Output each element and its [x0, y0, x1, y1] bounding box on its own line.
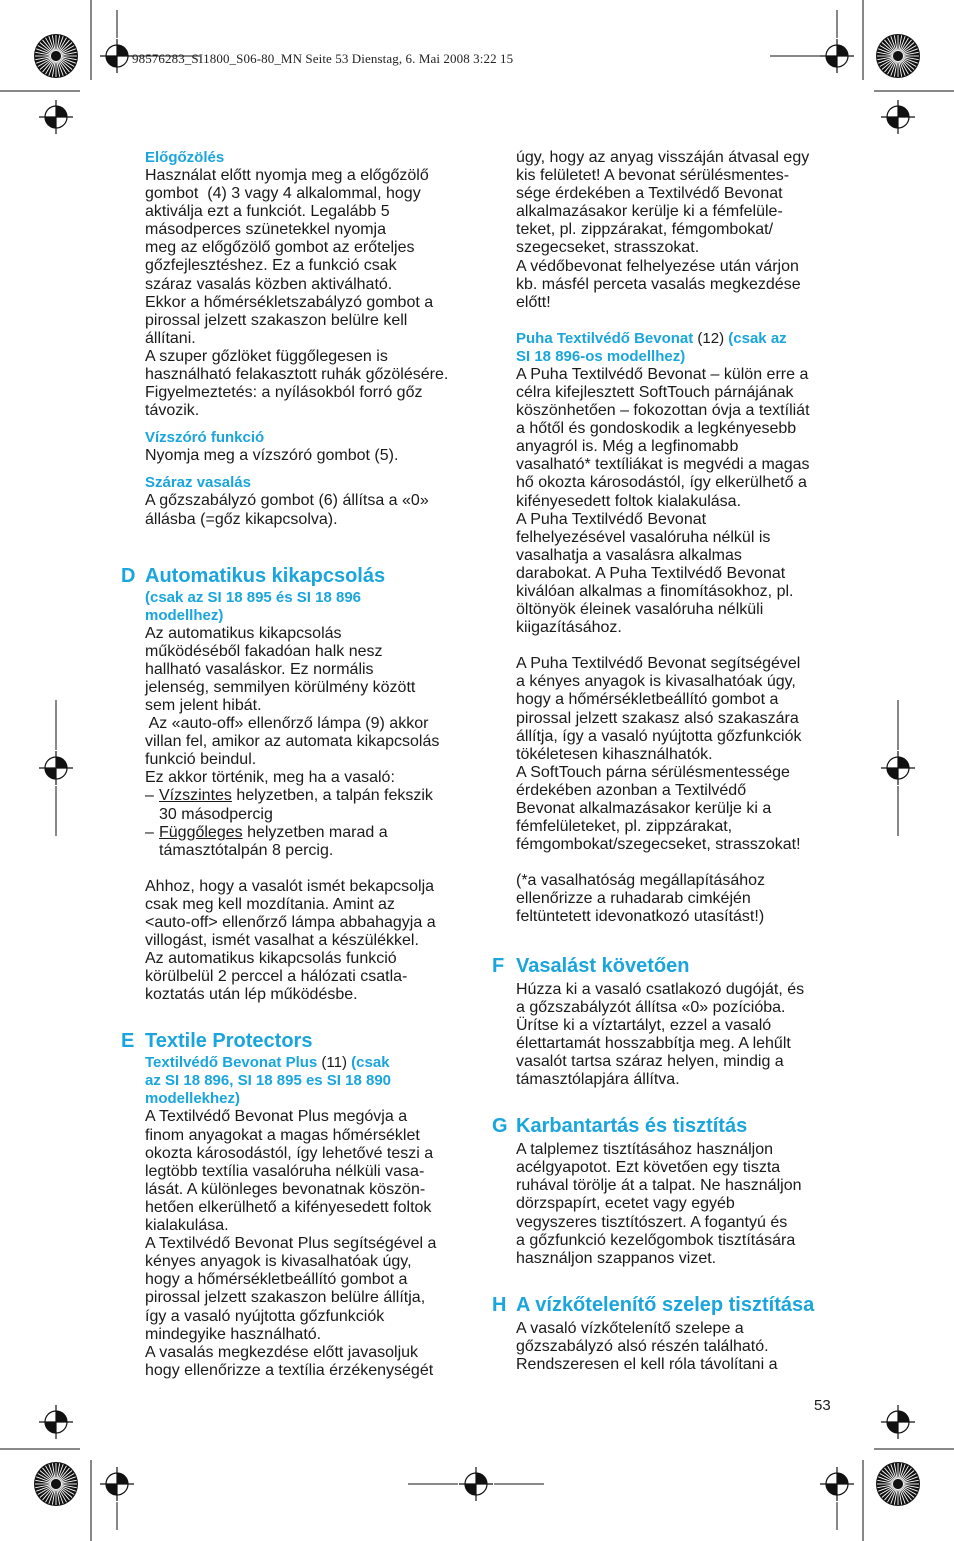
text-line: működéséből fakadóan halk nesz	[145, 642, 383, 660]
subheading-szaraz: Száraz vasalás	[145, 474, 251, 492]
text-line: legtöbb textília vasalóruha nélküli vasa-	[145, 1162, 425, 1180]
registration-mark-icon	[820, 1467, 854, 1501]
section-letter: E	[121, 1030, 135, 1053]
text-line: öltönyök éleinek vasalóruha nélküli	[516, 601, 764, 619]
registration-mark-icon	[100, 39, 134, 73]
section-h-heading	[492, 1293, 838, 1316]
text-line: pirossal jelzett szakaszon belülre állítja,	[145, 1289, 426, 1307]
text-line: Használat előtt nyomja meg a előgőzölő	[145, 167, 429, 184]
text-line: (*a vasalhatóság megállapításához	[516, 872, 766, 890]
text-line: kialakulása.	[145, 1217, 229, 1235]
text-line: acélgyapotot. Ezt követően egy tiszta	[516, 1159, 781, 1177]
registration-mark-icon	[459, 1467, 493, 1501]
section-letter: F	[492, 954, 505, 977]
text-line: hogy a hőmérsékletbeállító gombot a	[516, 691, 779, 709]
text-line: élettartamát hosszabbítja meg. A lehűlt	[516, 1034, 791, 1052]
text-line: vegyszeres tisztítószert. A fogantyú és	[516, 1213, 788, 1231]
text-line: kifényesedett foltok kialakulása.	[516, 492, 742, 510]
text-line: darabokat. A Puha Textilvédő Bevonat	[516, 564, 786, 582]
text-line: másodperces szünetekkel nyomja	[145, 221, 387, 239]
section-title: A vízkőtelenítő szelep tisztítása	[516, 1293, 815, 1316]
text-line: A Puha Textilvédő Bevonat	[516, 510, 707, 528]
text-line: körülbelül 2 perccel a hálózati csatla-	[145, 968, 408, 986]
text-line: A szuper gőzlöket függőlegesen is	[145, 347, 388, 365]
text-line: támasztólapjára állítva.	[516, 1071, 680, 1089]
text-line: kis felületet! A bevonat sérülésmentes-	[516, 167, 790, 185]
text-line: jelenség, semmilyen körülmény között	[145, 678, 416, 696]
text-line: kényes anyagok is kivasalhatóak úgy,	[145, 1253, 412, 1271]
text-line: száraz vasalás közben aktiválható.	[145, 275, 393, 293]
color-wheel-icon	[876, 34, 920, 78]
text-line: a gőzszabályzót állítsa «0» pozícióba.	[516, 998, 786, 1016]
text-line: fémfelületeket, pl. zippzárakat,	[516, 818, 733, 836]
elogozoles-text	[145, 167, 470, 420]
szaraz-text	[145, 492, 470, 528]
text-line: kiigazításához.	[516, 619, 622, 637]
right-column	[492, 149, 838, 1374]
text-line: aktiválja ezt a funkciót. Legalább 5	[145, 203, 390, 221]
section-f-text	[516, 981, 838, 1090]
text-line: köszönhetően – fokozottan óvja a textíliát	[516, 402, 810, 420]
text-line: villogást, ismét vasalhat a készülékkel.	[145, 932, 419, 950]
section-title: Vasalást követően	[516, 954, 690, 977]
text-line: funkció beindul.	[145, 751, 257, 769]
text-line: okozta károsodástól, így lehetővé teszi a	[145, 1144, 434, 1162]
text-line: vasalható* textíliákat is megvédi a magas	[516, 456, 810, 474]
section-letter: G	[492, 1115, 508, 1138]
section-letter: H	[492, 1293, 507, 1316]
text-line: A vasalás megkezdése előtt javasoljuk	[145, 1343, 419, 1361]
text-line: Az «auto-off» ellenőrző lámpa (9) akkor	[145, 715, 429, 733]
page-number: 53	[814, 1397, 831, 1414]
section-title: Textile Protectors	[145, 1030, 313, 1053]
text-line: vasalhatja a vasalásra alkalmas	[516, 546, 742, 564]
text-line: sége érdekében a Textilvédő Bevonat	[516, 185, 783, 203]
text-line: szegecseket, strasszokat.	[516, 239, 700, 257]
text-line: feltüntetett idevonatkozó utasítást!)	[516, 908, 765, 926]
vizszoro-text	[145, 447, 470, 465]
text-line: lását. A különleges bevonatnak köszön-	[145, 1180, 426, 1198]
text-line: pirossal jelzett szakaszon belülre kell	[145, 311, 408, 329]
puha-text	[516, 366, 838, 637]
text-line: (csak az SI 18 895 és SI 18 896	[145, 588, 361, 606]
text-line: A gőzszabályzó gombot (6) állítsa a «0»	[145, 492, 429, 510]
text-line: érdekében azonban a Textilvédő	[516, 781, 747, 799]
text-line: dörzspapírt, ecetet vagy egyéb	[516, 1195, 735, 1213]
puha-footnote	[516, 872, 838, 926]
text-line: állítja, így a vasaló nyújtotta gőzfunkciók	[516, 727, 802, 745]
section-f-heading	[492, 954, 838, 977]
section-d-heading	[121, 564, 470, 587]
text-line: hogy ellenőrizze a textília érzékenységét	[145, 1361, 434, 1379]
text-line: Figyelmeztetés: a nyílásokból forró gőz	[145, 384, 423, 402]
text-line: teket, pl. zippzárakat, fémgombokat/	[516, 221, 774, 239]
text-line: Húzza ki a vasaló csatlakozó dugóját, és	[516, 980, 805, 998]
section-title: Karbantartás és tisztítás	[516, 1115, 748, 1138]
color-wheel-icon	[34, 34, 78, 78]
text-line: Rendszeresen el kell róla távolítani a	[516, 1355, 778, 1373]
text-line: mindegyike használható.	[145, 1325, 322, 1343]
text-line: meg az előgőzölő gombot az erőteljes	[145, 239, 415, 257]
section-g-text	[516, 1141, 838, 1268]
text-line: Nyomja meg a vízszóró gombot (5).	[145, 447, 399, 465]
text-line: A vasaló vízkőtelenítő szelepe a	[516, 1319, 744, 1337]
print-header: 98576283_SI1800_S06-80_MN Seite 53 Dienstag, 6. Mai 2008 3:22 15	[132, 51, 514, 66]
registration-mark-icon	[881, 751, 915, 785]
text-line: A Puha Textilvédő Bevonat segítségével	[516, 655, 801, 673]
text-line: tökéletesen kihasználhatók.	[516, 745, 713, 763]
text-line: gombot (4) 3 vagy 4 alkalommal, hogy	[145, 185, 421, 203]
text-line: Az automatikus kikapcsolás	[145, 624, 342, 642]
section-letter: D	[121, 564, 136, 587]
text-line: használjon szappanos vizet.	[516, 1249, 717, 1267]
subheading-vizszoro: Vízszóró funkció	[145, 429, 265, 447]
text-line: állásba (=gőz kikapcsolva).	[145, 510, 338, 528]
text-line: így a vasaló nyújtotta gőzfunkciók	[145, 1307, 385, 1325]
text-line: távozik.	[145, 402, 200, 420]
text-line: csak meg kell mozdítania. Amint az	[145, 895, 395, 913]
text-line: felhelyezésével vasalóruha nélkül is	[516, 528, 771, 546]
text-line: A Puha Textilvédő Bevonat – külön erre a	[516, 365, 809, 383]
text-line: A Textilvédő Bevonat Plus segítségével a	[145, 1235, 437, 1253]
puha-text-2	[516, 655, 838, 854]
text-line: A védőbevonat felhelyezése után várjon	[516, 257, 799, 275]
text-line: hallható vasaláskor. Ez normális	[145, 660, 374, 678]
text-line: Ürítse ki a víztartályt, ezzel a vasaló	[516, 1016, 772, 1034]
subheading-puha: Puha Textilvédő Bevonat (12) (csak az SI 18 896-os modellhez)	[516, 329, 787, 365]
text-line: ruhával törölje át a talpat. Ne használjon	[516, 1177, 802, 1195]
registration-mark-icon	[881, 1405, 915, 1439]
text-line: Az automatikus kikapcsolás funkció	[145, 950, 397, 968]
text-line: a hőtől és gondoskodik a legkényesebb	[516, 420, 797, 438]
text-line: fémgombokat/szegecseket, strasszokat!	[516, 836, 801, 854]
registration-mark-icon	[39, 1405, 73, 1439]
text-line: kiválóan alkalmas a finomításokhoz, pl.	[516, 582, 794, 600]
section-e-text	[145, 1108, 470, 1379]
list-item: – Függőleges helyzetben marad a támasztótalpán 8 percig.	[145, 824, 470, 860]
text-line: célra kifejlesztett SoftTouch párnájának	[516, 383, 794, 401]
text-line: gőzszabályzó alsó részén található.	[516, 1337, 769, 1355]
text-line: állítani.	[145, 329, 196, 347]
text-line: gőzfejlesztéshez. Ez a funkció csak	[145, 257, 397, 275]
section-d-text	[145, 625, 470, 788]
text-line: hetően elkerülhető a kifényesedett foltok	[145, 1198, 432, 1216]
text-line: A SoftTouch párna sérülésmentessége	[516, 763, 790, 781]
text-line: úgy, hogy az anyag visszáján átvasal egy	[516, 149, 810, 166]
text-line: hogy a hőmérsékletbeállító gombot a	[145, 1271, 408, 1289]
continued-text	[516, 149, 838, 312]
registration-mark-icon	[39, 100, 73, 134]
text-line: hő okozta károsodástól, így elkerülhető a	[516, 474, 807, 492]
section-d-sub	[145, 589, 470, 625]
subheading-elogozoles: Előgőzölés	[145, 149, 225, 166]
registration-mark-icon	[820, 39, 854, 73]
text-line: sem jelent hibát.	[145, 696, 262, 714]
text-line: finom anyagokat a magas hőmérséklet	[145, 1126, 420, 1144]
text-line: Ahhoz, hogy a vasalót ismét bekapcsolja	[145, 877, 435, 895]
text-line: kb. másfél perceta vasalás megkezdése	[516, 275, 801, 293]
text-line: ellenőrizze a ruhadarab cimkéjén	[516, 890, 751, 908]
section-title: Automatikus kikapcsolás	[145, 564, 386, 587]
section-e-sub: Textilvédő Bevonat Plus (11) (csak az SI 18 896, SI 18 895 es SI 18 890 modellekhez)	[145, 1054, 392, 1108]
color-wheel-icon	[876, 1462, 920, 1506]
color-wheel-icon	[34, 1462, 78, 1506]
registration-mark-icon	[39, 751, 73, 785]
text-line: Ez akkor történik, meg ha a vasaló:	[145, 769, 395, 787]
text-line: a kényes anyagok is kivasalhatóak úgy,	[516, 673, 796, 691]
text-line: modellhez)	[145, 606, 224, 624]
section-h-text	[516, 1320, 838, 1374]
text-line: alkalmazásakor kerülje ki a fémfelüle-	[516, 203, 783, 221]
text-line: pirossal jelzett szakasz alsó szakaszára	[516, 709, 799, 727]
text-line: A talplemez tisztításához használjon	[516, 1141, 774, 1159]
text-line: A Textilvédő Bevonat Plus megóvja a	[145, 1108, 408, 1126]
text-line: Ekkor a hőmérsékletszabályzó gombot a	[145, 293, 434, 311]
text-line: Bevonat alkalmazásakor kerülje ki a	[516, 800, 772, 817]
left-column	[121, 149, 470, 1380]
section-g-heading	[492, 1115, 838, 1138]
text-line: anyagról is. Még a legfinomabb	[516, 438, 739, 456]
text-line: villan fel, amikor az automata kikapcsolás	[145, 733, 440, 751]
section-e-heading	[121, 1030, 470, 1053]
text-line: koztatás után lép működésbe.	[145, 986, 358, 1004]
registration-mark-icon	[881, 100, 915, 134]
text-line: vasalót tartsa száraz helyen, mindig a	[516, 1052, 784, 1070]
text-line: <auto-off> ellenőrző lámpa abbahagyja a	[145, 914, 436, 931]
text-line: előtt!	[516, 293, 551, 311]
text-line: használható felakasztott ruhák gőzölésére.	[145, 366, 449, 384]
section-d-text-2	[145, 878, 470, 1005]
text-line: a gőzfunkció kezelőgombok tisztítására	[516, 1231, 796, 1249]
registration-mark-icon	[100, 1467, 134, 1501]
list-item: – Vízszintes helyzetben, a talpán fekszik 30 másodpercig	[145, 787, 470, 823]
